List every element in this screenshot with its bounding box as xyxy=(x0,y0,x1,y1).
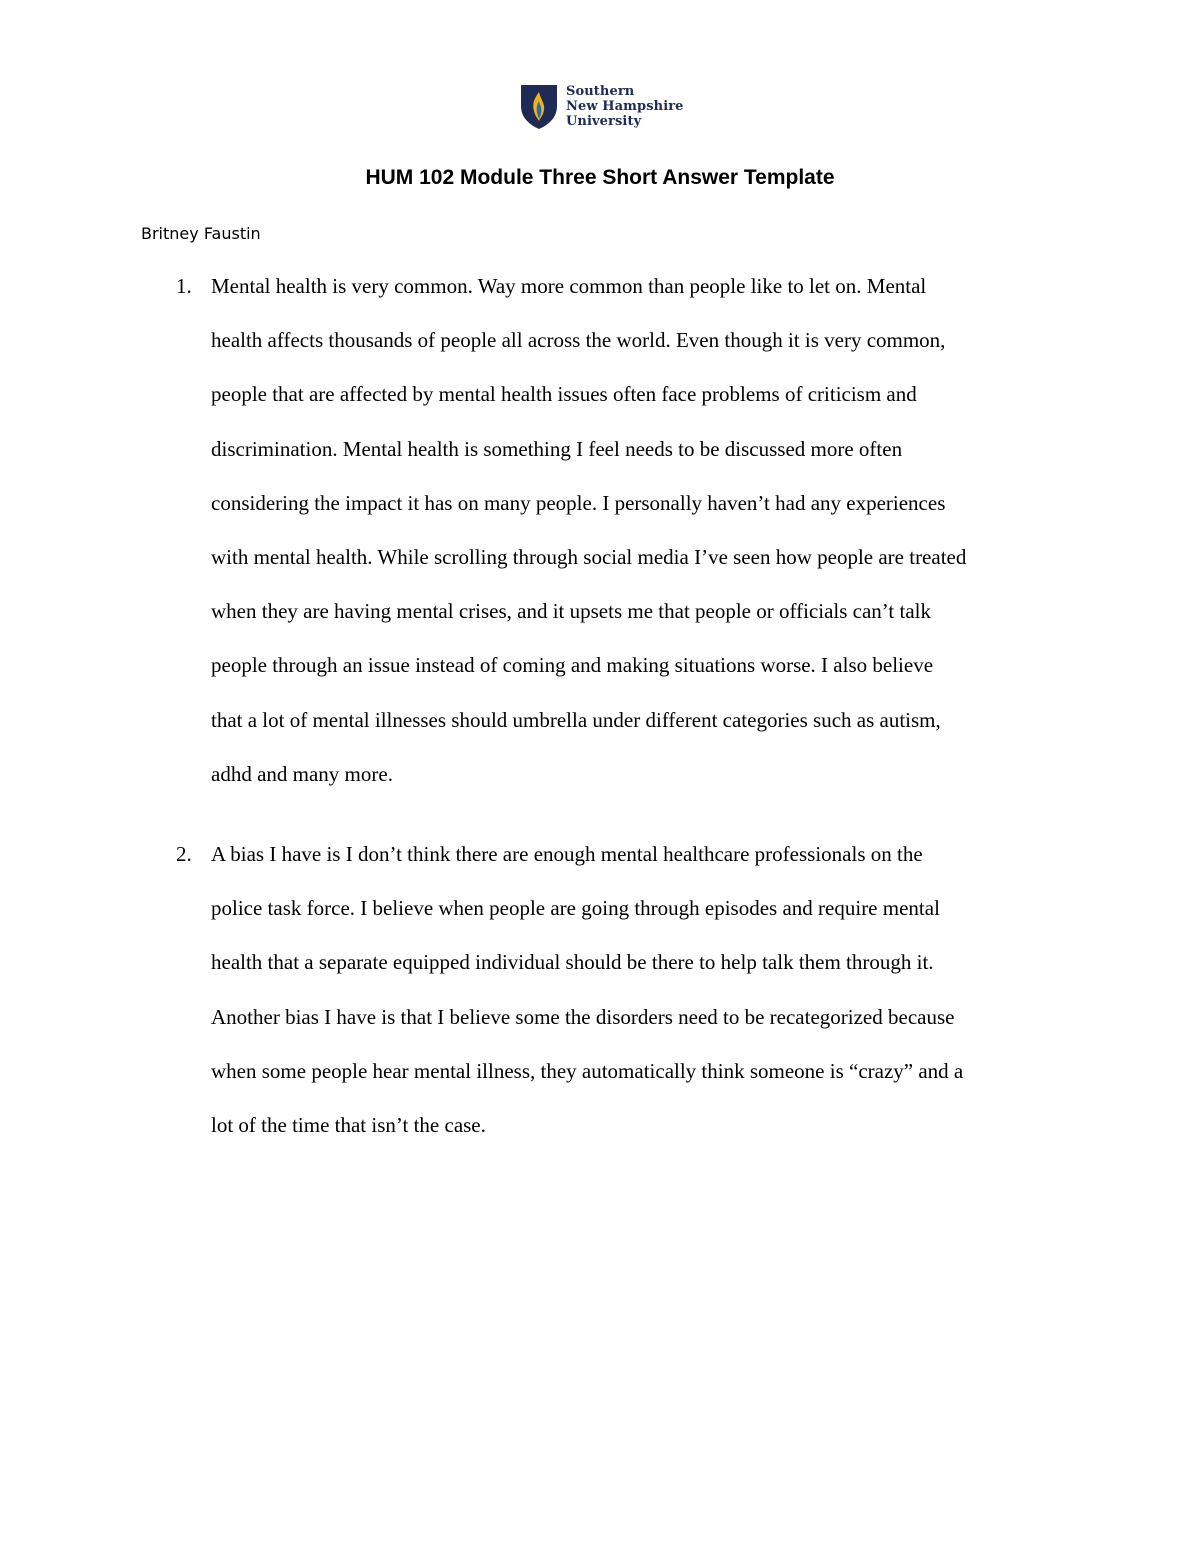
answer-line: A bias I have is I don’t think there are enough mental healthcare professionals on the xyxy=(211,842,923,866)
answer-line: when they are having mental crises, and it upsets me that people or officials can’t talk xyxy=(211,599,931,624)
answer-line: considering the impact it has on many people. I personally haven’t had any experiences xyxy=(211,490,946,515)
answer-line: health that a separate equipped individual should be there to help talk them through it. xyxy=(211,950,934,975)
logo-line-2: New Hampshire xyxy=(566,99,684,114)
author-name: Britney Faustin xyxy=(141,224,261,243)
answer-line: people that are affected by mental health issues often face problems of criticism and xyxy=(211,382,917,407)
answer-line: discrimination. Mental health is something I feel needs to be discussed more often xyxy=(211,436,903,461)
answer-text xyxy=(211,259,1071,801)
answer-line: people through an issue instead of coming and making situations worse. I also believe xyxy=(211,653,934,678)
logo-line-3: University xyxy=(566,114,642,129)
answer-number: 2. xyxy=(176,842,192,866)
shield-flame-icon xyxy=(520,84,558,130)
answer-line: with mental health. While scrolling through social media I’ve seen how people are treated xyxy=(211,545,967,570)
answer-line: police task force. I believe when people are going through episodes and require mental xyxy=(211,896,940,921)
answer-line: Another bias I have is that I believe some the disorders need to be recategorized because xyxy=(211,1004,955,1029)
answer-line: adhd and many more. xyxy=(211,761,393,786)
logo-line-1: Southern xyxy=(566,84,635,99)
answer-line: that a lot of mental illnesses should umbrella under different categories such as autism, xyxy=(211,707,941,732)
document-title: HUM 102 Module Three Short Answer Template xyxy=(365,166,835,189)
university-logo xyxy=(520,84,684,132)
logo-wordmark xyxy=(566,84,684,129)
answer-text xyxy=(211,827,1071,1152)
answer-line: health affects thousands of people all across the world. Even though it is very common, xyxy=(211,328,946,353)
answer-line: when some people hear mental illness, they automatically think someone is “crazy” and a xyxy=(211,1058,964,1083)
answer-number: 1. xyxy=(176,274,192,298)
answer-line: lot of the time that isn’t the case. xyxy=(211,1113,486,1138)
answer-line: Mental health is very common. Way more common than people like to let on. Mental xyxy=(211,274,927,298)
